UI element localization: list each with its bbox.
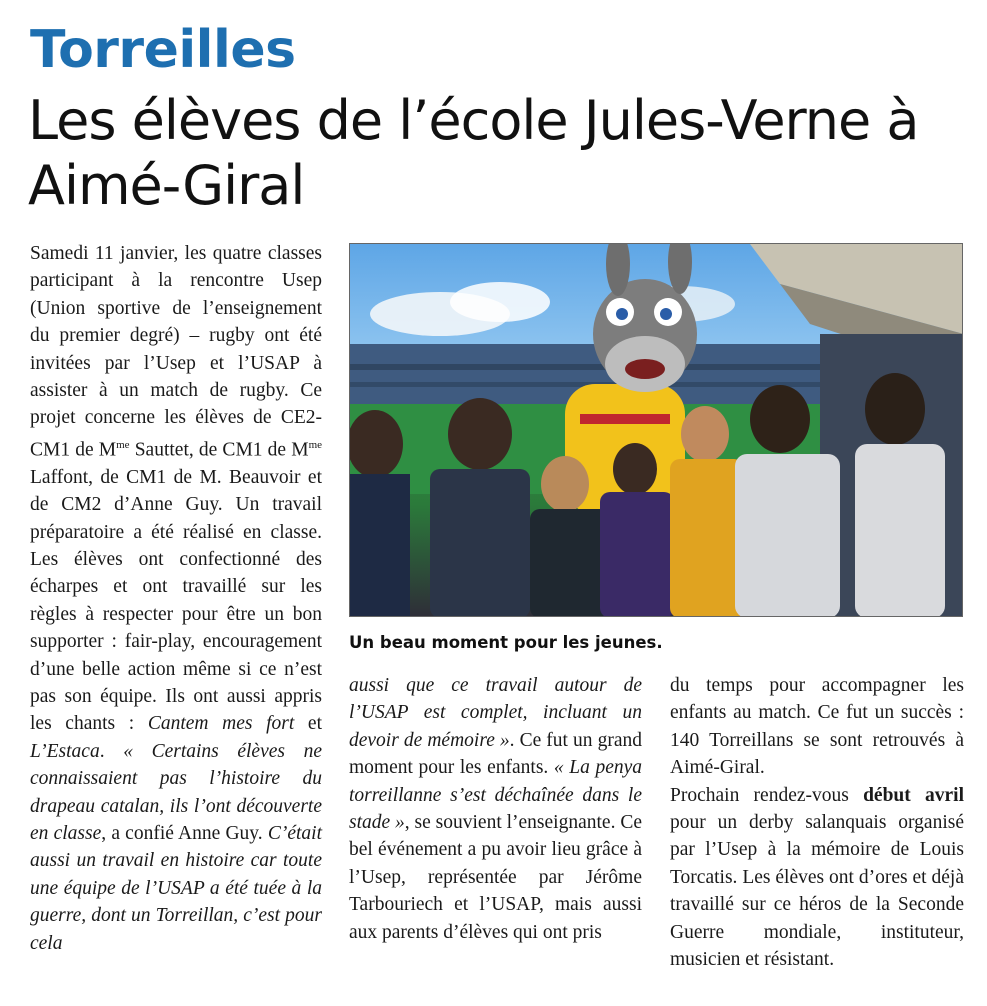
article-column-1 — [30, 240, 322, 957]
photo-caption: Un beau moment pour les jeunes. — [349, 633, 663, 652]
article-headline: Les élèves de l’école Jules-Verne à Aimé-Giral — [28, 89, 919, 217]
paragraph: Prochain rendez-vous début avril pour un derby salanquais organisé par l’Usep à la mémoire de Louis Torcatis. Les élèves ont d’ores et déjà travaillé sur ce héros de la Seconde Guerre mondiale, instituteur, musicien et résistant. — [670, 784, 964, 971]
paragraph: aussi que ce travail autour de l’USAP est complet, incluant un devoir de mémoire ». Ce fut un grand moment pour les enfants. « La penya torreillanne s’est déchaînée dans le stade », se souvient l’enseignante. Ce bel événement a pu avoir lieu grâce à l’Usep, représentée par Jérôme Tarbouriech et l’USAP, mais aussi aux parents d’élèves qui ont pris — [349, 675, 643, 943]
article-column-2 — [349, 672, 642, 946]
paragraph: Samedi 11 janvier, les quatre classes participant à la rencontre Usep (Union sportive de l’enseignement du premier degré) – rugby ont été invitées par l’Usep et l’USAP à assister à un match de rugby. Ce projet concerne les élèves de CE2-CM1 de $M^{me}$ Sauttet, de CM1 de $M^{me}$ Laffont, de CM1 de M. Beauvoir et de CM2 d’Anne Guy. Un travail préparatoire a été réalisé en classe. Les élèves ont confectionné des écharpes et ont travaillé sur les règles à respecter pour être un bon supporter : fair-play, encouragement d’une belle action même si ce n’est pas son équipe. Ils ont aussi appris les chants : Cantem mes fort et L’Estaca. « Certains élèves ne connaissaient pas l’histoire du drapeau catalan, ils l’ont découverte en classe, a confié Anne Guy. C’était aussi un travail en histoire car toute une équipe de l’USAP a été tuée à la guerre, dont un Torreillan, c’est pour cela — [30, 243, 323, 954]
mascot-photo-icon — [350, 244, 963, 617]
section-kicker: Torreilles — [30, 20, 296, 80]
paragraph: du temps pour accompagner les enfants au match. Ce fut un succès : 140 Torreillans se sont retrouvés à Aimé-Giral. — [670, 675, 964, 779]
article-column-3 — [670, 672, 964, 973]
article-photo — [349, 243, 963, 617]
